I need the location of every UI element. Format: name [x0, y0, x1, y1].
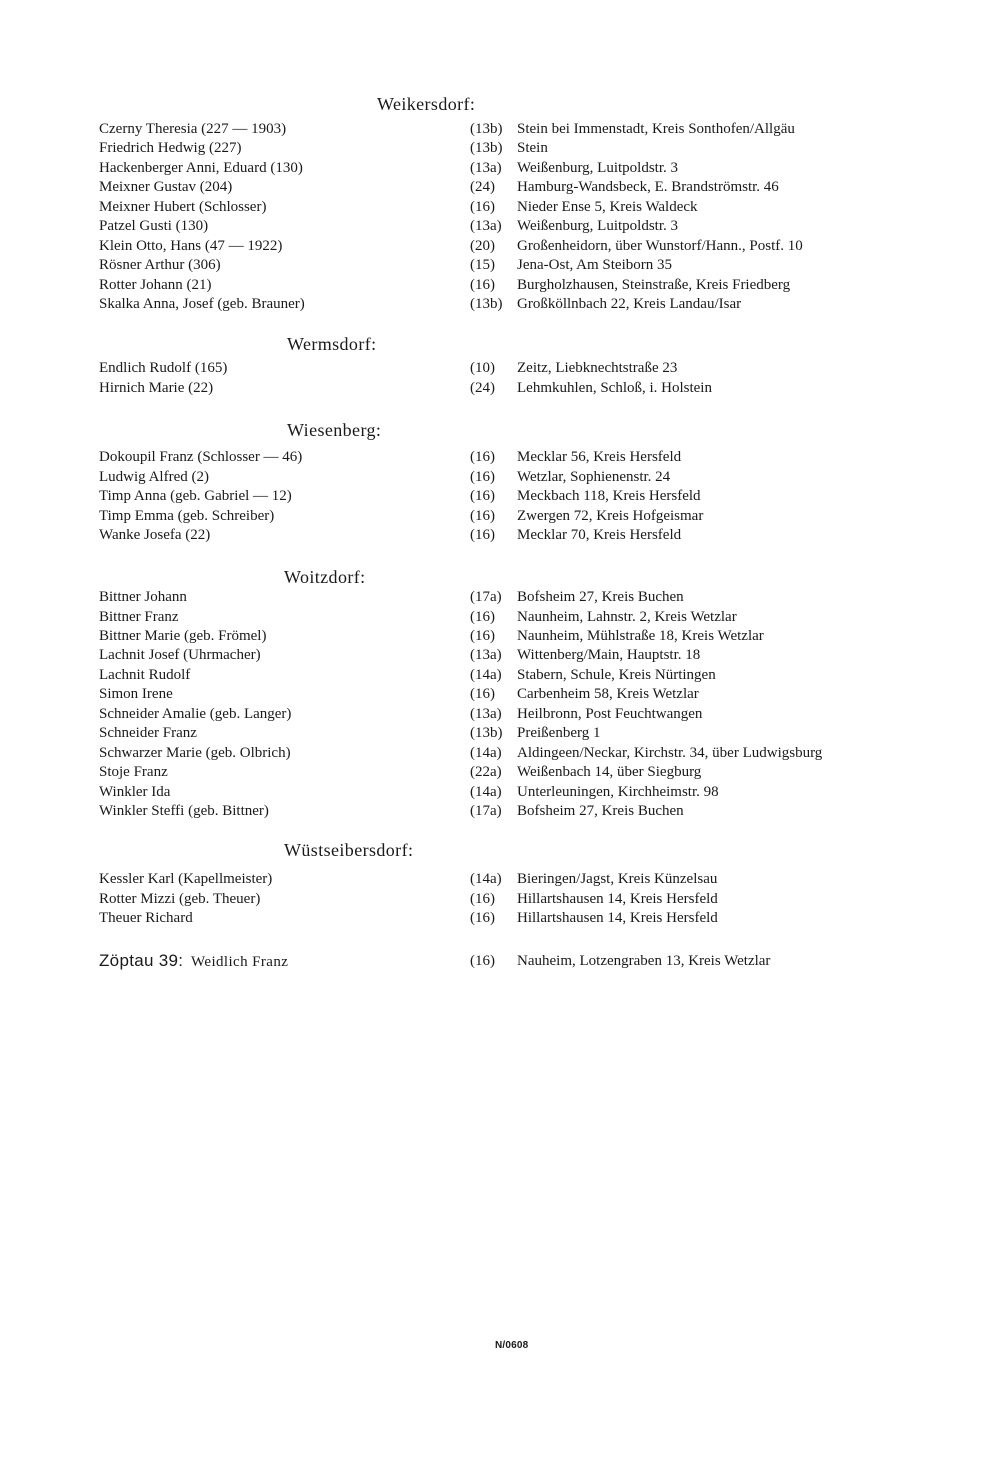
entry-code: (16) — [470, 198, 495, 215]
directory-entry — [0, 275, 1000, 295]
entry-name: Lachnit Josef (Uhrmacher) — [99, 647, 261, 664]
entry-name: Timp Anna (geb. Gabriel — 12) — [99, 488, 292, 504]
entry-address: Wetzlar, Sophienenstr. 24 — [517, 468, 671, 485]
entry-code: (13a) — [470, 159, 502, 176]
entry-address: Stein — [517, 140, 548, 157]
directory-entry — [0, 158, 1000, 178]
entry-name: Schneider Amalie (geb. Langer) — [99, 705, 292, 722]
directory-entry — [0, 358, 1000, 378]
special-person: Weidlich Franz — [191, 954, 289, 970]
entry-code: (24) — [470, 379, 495, 396]
directory-entry — [0, 723, 1000, 743]
directory-entry — [0, 197, 1000, 217]
entry-code: (16) — [470, 527, 495, 543]
entry-address: Mecklar 70, Kreis Hersfeld — [517, 527, 682, 543]
entry-address: Jena-Ost, Am Steiborn 35 — [517, 257, 672, 274]
directory-entry — [0, 216, 1000, 236]
directory-entry — [0, 177, 1000, 197]
entry-code: (16) — [470, 507, 495, 524]
entry-code: (16) — [470, 686, 495, 703]
entry-name: Meixner Gustav (204) — [99, 179, 233, 196]
document-code: N/0608 — [495, 1340, 529, 1351]
entry-code: (13a) — [470, 647, 502, 664]
entry-address: Naunheim, Lahnstr. 2, Kreis Wetzlar — [517, 608, 737, 625]
entry-address: Hamburg-Wandsbeck, E. Brandströmstr. 46 — [517, 179, 779, 196]
entry-address: Großenheidorn, über Wunstorf/Hann., Postf. 10 — [517, 237, 803, 254]
directory-entry — [0, 236, 1000, 256]
entry-code: (14a) — [470, 871, 502, 887]
entry-code: (13b) — [470, 140, 503, 157]
entry-code: (13a) — [470, 218, 502, 235]
entry-name: Simon Irene — [99, 686, 173, 703]
entry-code: (13a) — [470, 705, 502, 722]
entry-name: Ludwig Alfred (2) — [99, 468, 209, 485]
entry-name: Wanke Josefa (22) — [99, 527, 211, 543]
entry-code: (13b) — [470, 725, 503, 742]
entry-name: Lachnit Rudolf — [99, 666, 191, 683]
entry-name: Winkler Steffi (geb. Bittner) — [99, 803, 269, 819]
entry-code: (16) — [470, 627, 495, 644]
directory-entry — [0, 119, 1000, 139]
entry-address: Bofsheim 27, Kreis Buchen — [517, 803, 684, 819]
directory-entry — [0, 525, 1000, 545]
entry-address: Carbenheim 58, Kreis Wetzlar — [517, 686, 699, 703]
entry-address: Wittenberg/Main, Hauptstr. 18 — [517, 647, 701, 664]
entry-name: Klein Otto, Hans (47 — 1922) — [99, 237, 283, 254]
entry-address: Unterleuningen, Kirchheimstr. 98 — [517, 783, 719, 800]
entry-name: Stoje Franz — [99, 764, 168, 780]
entry-code: (15) — [470, 257, 495, 274]
entry-name: Theuer Richard — [99, 910, 193, 926]
entry-code: (22a) — [470, 764, 502, 780]
directory-entry — [0, 684, 1000, 704]
entry-name: Rösner Arthur (306) — [99, 257, 221, 274]
entry-address: Nauheim, Lotzengraben 13, Kreis Wetzlar — [517, 953, 771, 969]
entry-code: (14a) — [470, 744, 502, 761]
directory-entry — [0, 889, 1000, 909]
entry-code: (10) — [470, 360, 495, 376]
entry-name: Bittner Johann — [99, 589, 187, 605]
directory-entry — [0, 506, 1000, 526]
entry-name: Rotter Mizzi (geb. Theuer) — [99, 890, 261, 907]
entry-address: Weißenbach 14, über Siegburg — [517, 764, 702, 780]
directory-entry — [0, 486, 1000, 506]
directory-entry — [0, 294, 1000, 314]
entry-address: Stabern, Schule, Kreis Nürtingen — [517, 666, 716, 683]
entry-name: Endlich Rudolf (165) — [99, 360, 228, 376]
entry-name: Czerny Theresia (227 — 1903) — [99, 121, 287, 137]
entry-address: Lehmkuhlen, Schloß, i. Holstein — [517, 379, 712, 396]
entry-address: Bofsheim 27, Kreis Buchen — [517, 589, 684, 605]
entry-name: Skalka Anna, Josef (geb. Brauner) — [99, 296, 305, 312]
entry-address: Großköllnbach 22, Kreis Landau/Isar — [517, 296, 742, 312]
entry-name: Patzel Gusti (130) — [99, 218, 209, 235]
entry-code: (17a) — [470, 589, 502, 605]
entry-address: Meckbach 118, Kreis Hersfeld — [517, 488, 701, 504]
entry-address: Zeitz, Liebknechtstraße 23 — [517, 360, 678, 376]
entry-code: (13b) — [470, 296, 503, 312]
entry-code: (16) — [470, 449, 495, 465]
directory-entry — [0, 762, 1000, 782]
entry-name: Hirnich Marie (22) — [99, 379, 214, 396]
entry-code: (20) — [470, 237, 495, 254]
entry-address: Zwergen 72, Kreis Hofgeismar — [517, 507, 704, 524]
entry-address: Stein bei Immenstadt, Kreis Sonthofen/Allgäu — [517, 121, 795, 137]
directory-entry — [0, 378, 1000, 398]
entry-name: Meixner Hubert (Schlosser) — [99, 198, 267, 215]
entry-code: (14a) — [470, 666, 502, 683]
entry-name: Winkler Ida — [99, 783, 171, 800]
directory-page: Weikersdorf: Czerny Theresia (227 — 1903) (13b) Stein bei Immenstadt, Kreis Sonthofen/Allgäu Friedrich Hedwig (227) (13b) Stein Hackenberger Anni, Eduard (130) (13a) Weißenburg, Luitpoldstr. 3 Meixner Gustav (204) (24) Hamburg-Wandsbeck, E. Brandströmstr. 46 Meixner Hubert (Schlosser) (16) Nieder Ense 5, Kreis Waldeck Patzel Gusti (130) (13a) Weißenburg, Luitpoldstr. 3 Klein Otto, Hans (47 — 1922) (20) Großenheidorn, über Wunstorf/Hann., Postf. 10 Rösner Arthur (306) (15) Jena-Ost, Am Steiborn 35 Rotter Johann (21) (16) Burgholzhausen, Steinstraße, Kreis Friedberg Skalka Anna, Josef (geb. Brauner) (13b) Großköllnbach 22, Kreis Landau/Isar Wermsdorf: Endlich Rudolf (165) (10) Zeitz, Liebknechtstraße 23 Hirnich Marie (22) (24) Lehmkuhlen, Schloß, i. Holstein Wiesenberg: Dokoupil Franz (Schlosser — 46) (16) Mecklar 56, Kreis Hersfeld Ludwig Alfred (2) (16) Wetzlar, Sophienenstr. 24 Timp Anna (geb. Gabriel — 12) (16) Meckbach 118, Kreis Hersfeld Timp Emma (geb. Schreiber) (16) Zwergen 72, Kreis Hofgeismar Wanke Josefa (22) (16) Mecklar 70, Kreis Hersfeld Woitzdorf: Bittner Johann (17a) Bofsheim 27, Kreis Buchen Bittner Franz (16) Naunheim, Lahnstr. 2, Kreis Wetzlar Bittner Marie (geb. Frömel) (16) Naunheim, Mühlstraße 18, Kreis Wetzlar Lachnit Josef (Uhrmacher) (13a) Wittenberg/Main, Hauptstr. 18 Lachnit Rudolf (14a) Stabern, Schule, Kreis Nürtingen Simon Irene (16) Carbenheim 58, Kreis Wetzlar Schneider Amalie (geb. Langer) (13a) Heilbronn, Post Feuchtwangen Schneider Franz (13b) Preißenberg 1 Schwarzer Marie (geb. Olbrich) (14a) Aldingeen/Neckar, Kirchstr. 34, über Ludwigsburg Stoje Franz (22a) Weißenbach 14, über Siegburg Winkler Ida (14a) Unterleuningen, Kirchheimstr. 98 Winkler Steffi (geb. Bittner) (17a) Bofsheim 27, Kreis Buchen Wüstseibersdorf: Kessler Karl (Kapellmeister) (14a) Bieringen/Jagst, Kreis Künzelsau Rotter Mizzi (geb. Theuer) (16) Hillartshausen 14, Kreis Hersfeld Theuer Richard (16) Hillartshausen 14, Kreis Hersfeld Zöptau 39: Weidlich Franz (16) Nauheim, Lotzengraben 13, Kreis Wetzlar N/0608 — [0, 0, 1000, 1457]
entry-code: (16) — [470, 488, 495, 504]
entry-address: Nieder Ense 5, Kreis Waldeck — [517, 198, 698, 215]
entry-address: Hillartshausen 14, Kreis Hersfeld — [517, 910, 718, 926]
directory-entry — [0, 587, 1000, 607]
entry-name: Hackenberger Anni, Eduard (130) — [99, 159, 303, 176]
entry-name: Schneider Franz — [99, 725, 197, 742]
directory-entry — [0, 743, 1000, 763]
special-entry — [0, 949, 1000, 973]
directory-entry — [0, 626, 1000, 646]
entry-name: Rotter Johann (21) — [99, 276, 212, 293]
directory-entry — [0, 447, 1000, 467]
entry-name: Bittner Franz — [99, 608, 179, 625]
directory-entry — [0, 908, 1000, 928]
entry-code: (16) — [470, 890, 495, 907]
entry-address: Bieringen/Jagst, Kreis Künzelsau — [517, 871, 718, 887]
entry-address: Mecklar 56, Kreis Hersfeld — [517, 449, 682, 465]
entry-address: Heilbronn, Post Feuchtwangen — [517, 705, 703, 722]
entry-name: Dokoupil Franz (Schlosser — 46) — [99, 449, 303, 465]
entry-address: Weißenburg, Luitpoldstr. 3 — [517, 218, 679, 235]
entry-address: Hillartshausen 14, Kreis Hersfeld — [517, 890, 718, 907]
directory-entry — [0, 801, 1000, 821]
entry-name: Kessler Karl (Kapellmeister) — [99, 871, 273, 887]
entry-code: (16) — [470, 910, 495, 926]
special-entry-label — [99, 949, 288, 974]
entry-name: Schwarzer Marie (geb. Olbrich) — [99, 744, 291, 761]
directory-entry — [0, 704, 1000, 724]
entry-name: Friedrich Hedwig (227) — [99, 140, 242, 157]
special-place: Zöptau 39: — [99, 951, 184, 970]
entry-code: (16) — [470, 608, 495, 625]
entry-address: Aldingeen/Neckar, Kirchstr. 34, über Ludwigsburg — [517, 744, 823, 761]
directory-entry — [0, 138, 1000, 158]
entry-address: Burgholzhausen, Steinstraße, Kreis Friedberg — [517, 276, 791, 293]
entry-address: Naunheim, Mühlstraße 18, Kreis Wetzlar — [517, 627, 764, 644]
directory-entry — [0, 665, 1000, 685]
directory-entry — [0, 645, 1000, 665]
directory-entry — [0, 782, 1000, 802]
entry-code: (14a) — [470, 783, 502, 800]
entry-code: (16) — [470, 953, 495, 969]
entry-code: (16) — [470, 276, 495, 293]
directory-entry — [0, 255, 1000, 275]
entry-address: Preißenberg 1 — [517, 725, 601, 742]
entry-name: Timp Emma (geb. Schreiber) — [99, 507, 275, 524]
entry-address: Weißenburg, Luitpoldstr. 3 — [517, 159, 679, 176]
entry-name: Bittner Marie (geb. Frömel) — [99, 627, 267, 644]
entry-code: (16) — [470, 468, 495, 485]
entry-code: (13b) — [470, 121, 503, 137]
directory-entry — [0, 467, 1000, 487]
entry-code: (17a) — [470, 803, 502, 819]
directory-entry — [0, 607, 1000, 627]
entry-code: (24) — [470, 179, 495, 196]
directory-entry — [0, 869, 1000, 889]
